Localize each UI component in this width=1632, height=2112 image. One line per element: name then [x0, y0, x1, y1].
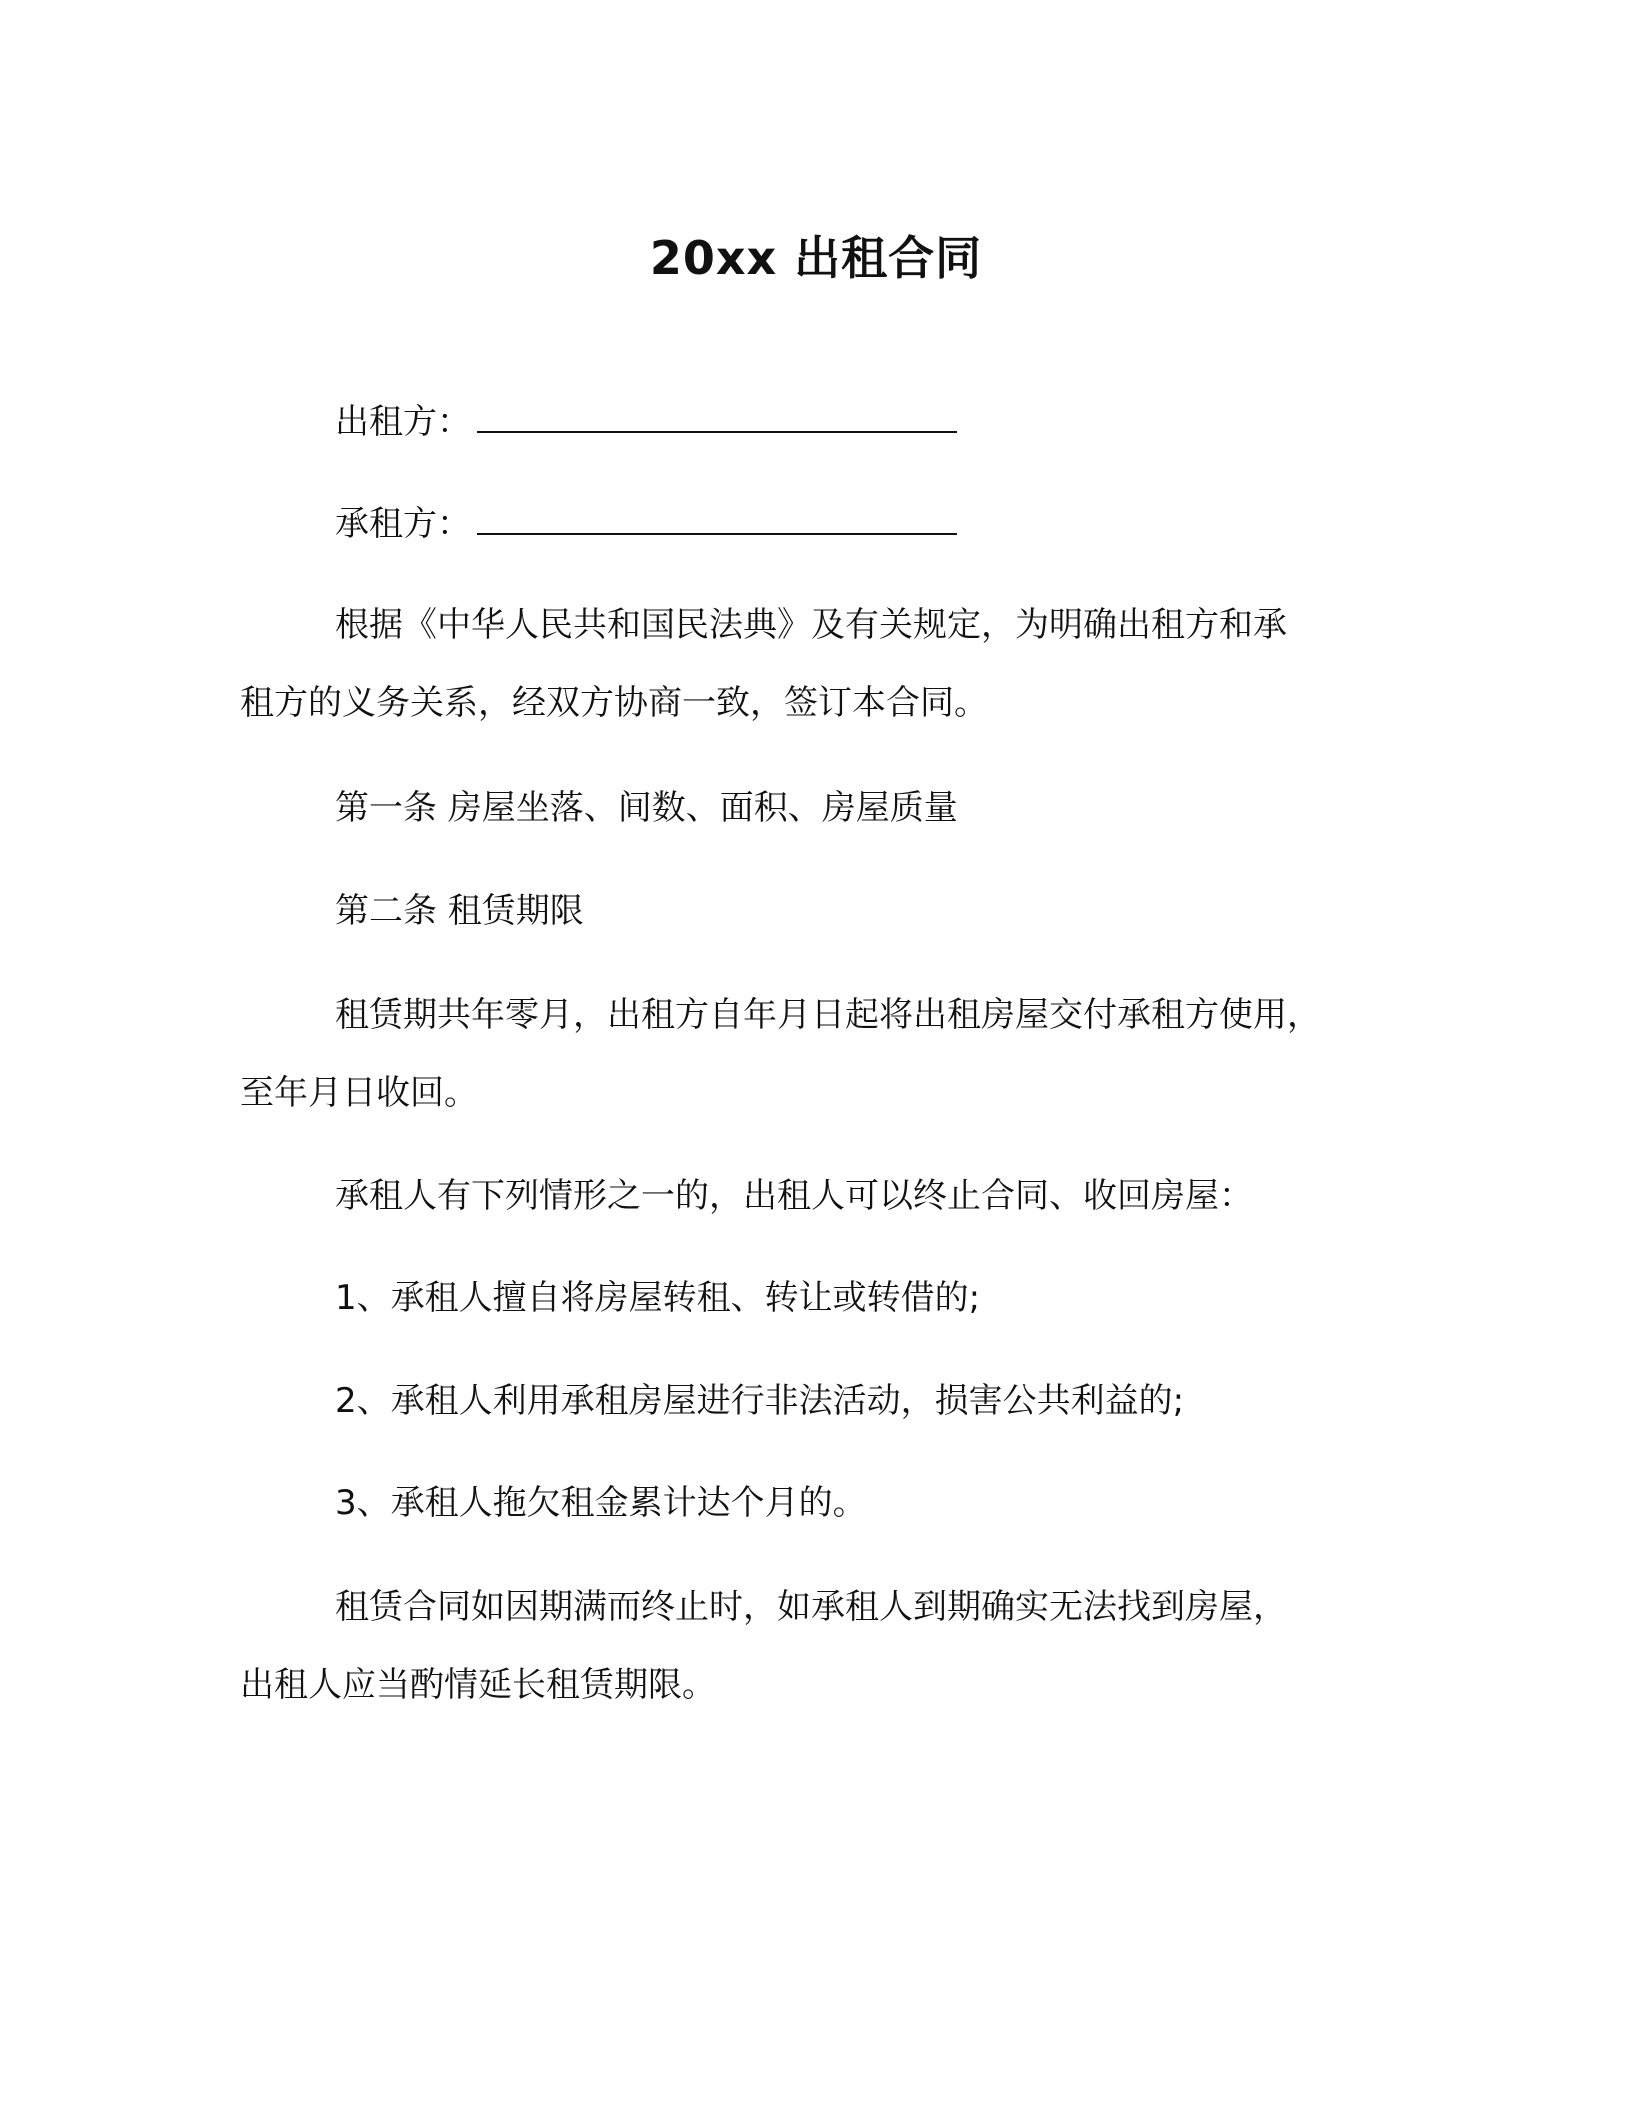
termination-item-3: 3、承租人拖欠租金累计达个月的。 [335, 1483, 867, 1523]
term-paragraph-line-1: 租赁期共年零月，出租方自年月日起将出租房屋交付承租方使用， [335, 995, 1321, 1035]
termination-intro: 承租人有下列情形之一的，出租人可以终止合同、收回房屋： [335, 1176, 1253, 1216]
lessee-line [335, 495, 957, 549]
lessee-label: 承租方： [335, 504, 471, 544]
termination-item-1: 1、承租人擅自将房屋转租、转让或转借的; [335, 1278, 981, 1318]
lessor-label: 出租方： [335, 402, 471, 442]
article-2-heading: 第二条 租赁期限 [335, 891, 584, 931]
lessee-blank-field [477, 495, 957, 535]
document-title: 20xx 出租合同 [649, 231, 983, 285]
article-1-heading: 第一条 房屋坐落、间数、面积、房屋质量 [335, 788, 958, 828]
term-paragraph-line-2: 至年月日收回。 [240, 1073, 478, 1113]
extension-paragraph-line-1: 租赁合同如因期满而终止时，如承租人到期确实无法找到房屋， [335, 1587, 1287, 1627]
termination-item-2: 2、承租人利用承租房屋进行非法活动，损害公共利益的; [335, 1381, 1185, 1421]
lessor-blank-field [477, 393, 957, 433]
extension-paragraph-line-2: 出租人应当酌情延长租赁期限。 [240, 1665, 716, 1705]
intro-paragraph-line-1: 根据《中华人民共和国民法典》及有关规定，为明确出租方和承 [335, 605, 1287, 645]
intro-paragraph-line-2: 租方的义务关系，经双方协商一致，签订本合同。 [240, 683, 988, 723]
lessor-line [335, 393, 957, 447]
